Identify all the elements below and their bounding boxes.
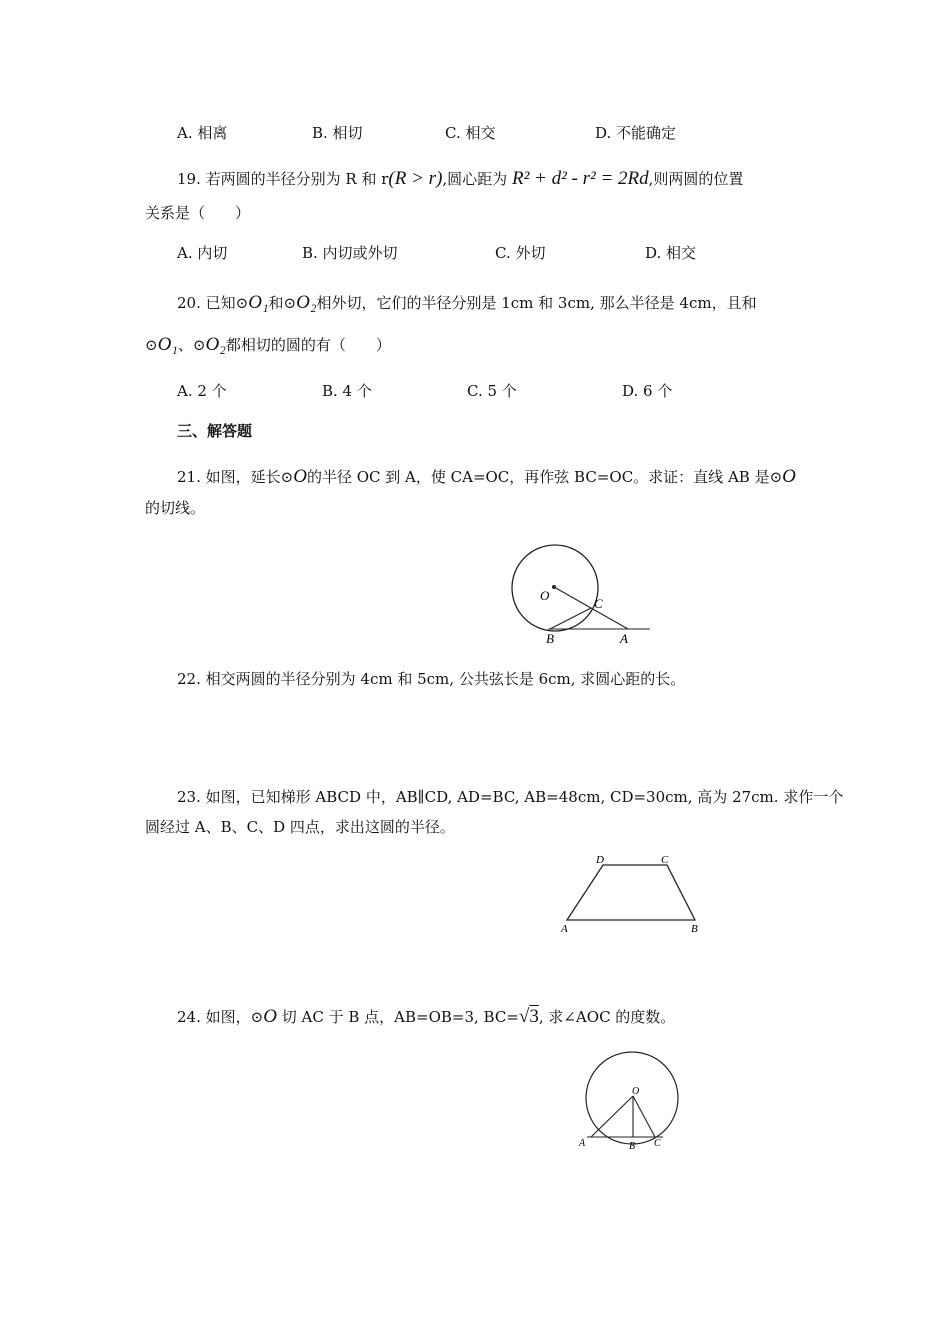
q24-o: O [263,1006,277,1027]
q24-line-oc [633,1096,655,1137]
q23-label-b: B [691,923,698,935]
q24-label-a: A [579,1138,586,1149]
q19-condition: (R > r) [388,168,443,189]
q20-option-a: A. 2 个 [177,382,227,400]
q20-o2-b: O₂ [205,334,226,355]
q23-label-d: D [596,854,604,866]
q21-label-b: B [546,631,554,646]
q20-option-d: D. 6 个 [622,382,673,400]
q22-line [177,668,685,689]
q19-equation: R² + d² - r² = 2Rd [511,168,649,189]
q24-label-b: B [629,1141,636,1152]
q23-figure [555,850,715,940]
q18-option-c: C. 相交 [445,124,496,142]
q19-text1: 若两圆的半径分别为 R 和 r [205,170,389,188]
q24-number: 24. [177,1008,201,1026]
q24-line [177,1006,675,1028]
q24-text2: 切 AC 于 B 点，AB=OB=3, BC= [281,1008,519,1026]
q19-text2: ,圆心距为 [442,170,508,188]
q24-label-o: O [632,1086,640,1097]
q21-number: 21. [177,468,201,486]
q19-option-a: A. 内切 [177,244,228,262]
q18-option-b: B. 相切 [312,124,363,142]
q20-o1-b: O₁ [157,334,178,355]
q22-number: 22. [177,670,201,688]
q20-option-b: B. 4 个 [322,382,372,400]
q20-text1: 已知⊙ [205,294,249,312]
q21-label-o: O [540,588,550,603]
q19-text3: ,则两圆的位置 [648,170,744,188]
q21-o-b: O [782,466,796,487]
section-heading: 三、解答题 [177,422,253,440]
q20-text6: 都相切的圆的有（ ） [225,336,391,354]
q21-text2: 的半径 OC 到 A，使 CA=OC，再作弦 BC=OC。求证：直线 AB 是⊙ [306,468,783,486]
q24-label-c: C [654,1138,661,1149]
q19-option-c: C. 外切 [495,244,546,262]
q24-circle [586,1052,678,1144]
q21-line1 [177,466,796,488]
q24-line-oa [591,1096,633,1137]
q20-text3: 相外切，它们的半径分别是 1cm 和 3cm, 那么半径是 4cm，且和 [316,294,757,312]
q21-o: O [293,466,307,487]
q19-option-d: D. 相交 [645,244,697,262]
q23-number: 23. [177,788,201,806]
q24-sqrt: √3 [518,1006,539,1027]
q23-line1 [177,786,843,807]
q23-label-a: A [561,923,568,935]
q19-line1 [177,168,743,190]
q21-line2: 的切线。 [145,499,206,517]
q20-text4: ⊙ [145,336,158,354]
q20-line1 [177,292,757,314]
q20-line2 [145,334,391,356]
q21-label-a: A [620,631,628,646]
q19-number: 19. [177,170,201,188]
q20-number: 20. [177,294,201,312]
q18-option-a: A. 相离 [177,124,228,142]
q24-sqrt-value: 3 [529,1006,539,1027]
q19-line2: 关系是（ ） [145,204,251,222]
q20-o1: O₁ [248,292,269,313]
q20-o2: O₂ [296,292,317,313]
q24-text3: , 求∠AOC 的度数。 [538,1008,676,1026]
q23-text1: 如图，已知梯形 ABCD 中，AB∥CD, AD=BC, AB=48cm, CD=30cm, 高为 27cm. 求作一个 [205,788,844,806]
q21-figure [500,540,660,650]
q24-figure [575,1050,685,1155]
q20-option-c: C. 5 个 [467,382,517,400]
q24-text1: 如图，⊙ [205,1008,264,1026]
q18-option-d: D. 不能确定 [595,124,677,142]
q20-text5: 、⊙ [177,336,206,354]
q22-text: 相交两圆的半径分别为 4cm 和 5cm, 公共弦长是 6cm, 求圆心距的长。 [205,670,686,688]
q20-text2: 和⊙ [268,294,297,312]
q23-line2: 圆经过 A、B、C、D 四点，求出这圆的半径。 [145,818,455,836]
q21-label-c: C [594,596,603,611]
q21-text1: 如图，延长⊙ [205,468,294,486]
q23-trapezoid [567,865,695,920]
q23-label-c: C [661,854,669,866]
q19-option-b: B. 内切或外切 [302,244,398,262]
